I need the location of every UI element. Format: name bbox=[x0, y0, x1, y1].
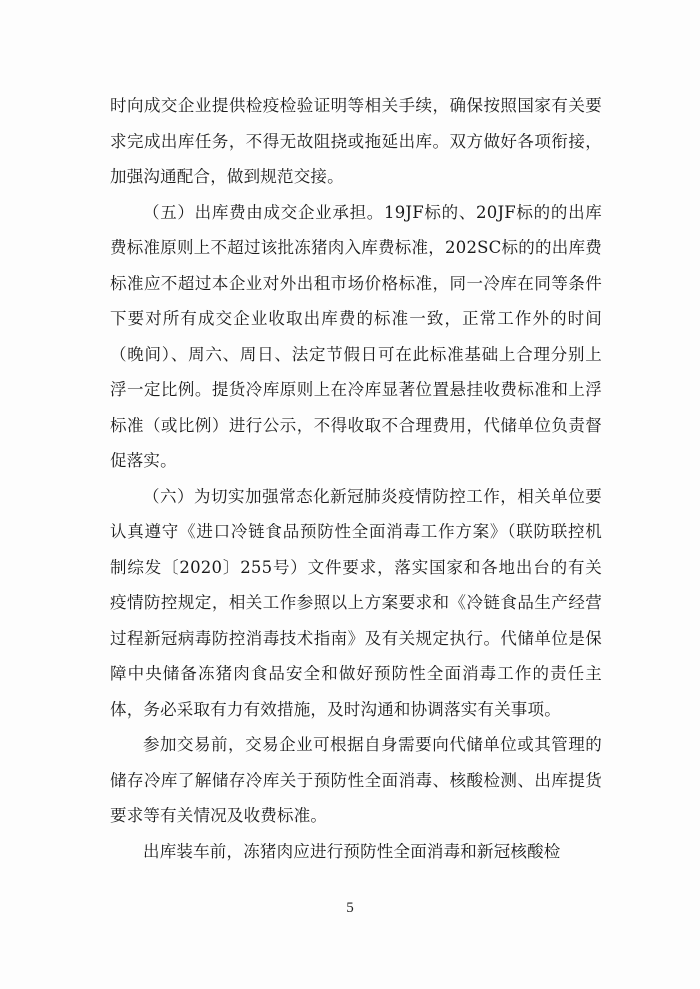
page-number: 5 bbox=[346, 900, 354, 916]
paragraph-item-6: （六）为切实加强常态化新冠肺炎疫情防控工作，相关单位要认真遵守《进口冷链食品预防性全面消毒工作方案》（联防联控机制综发〔2020〕255号）文件要求，落实国家和各地出台的有关疫情防控规定，相关工作参照以上方案要求和《冷链食品生产经营过程新冠病毒防控消毒技术指南》及有关规定执行。代储单位是保障中央储备冻猪肉食品安全和做好预防性全面消毒工作的责任主体，务必采取有力有效措施，及时沟通和协调落实有关事项。 bbox=[110, 486, 602, 719]
paragraph-before-trading: 参加交易前，交易企业可根据自身需要向代储单位或其管理的储存冷库了解储存冷库关于预防性全面消毒、核酸检测、出库提货要求等有关情况及收费标准。 bbox=[110, 735, 602, 825]
paragraph-continuation: 时向成交企业提供检疫检验证明等相关手续，确保按照国家有关要求完成出库任务，不得无故阻挠或拖延出库。双方做好各项衔接，加强沟通配合，做到规范交接。 bbox=[110, 96, 602, 186]
paragraph-item-5: （五）出库费由成交企业承担。19JF标的、20JF标的的出库费标准原则上不超过该批冻猪肉入库费标准，202SC标的的出库费标准应不超过本企业对外出租市场价格标准，同一冷库在同等条件下要对所有成交企业收取出库费的标准一致，正常工作外的时间（晚间）、周六、周日、法定节假日可在此标准基础上合理分别上浮一定比例。提货冷库原则上在冷库显著位置悬挂收费标准和上浮标准（或比例）进行公示，不得收取不合理费用，代储单位负责督促落实。 bbox=[110, 202, 602, 470]
paragraph-before-loading: 出库装车前，冻猪肉应进行预防性全面消毒和新冠核酸检 bbox=[143, 841, 561, 861]
document-body bbox=[110, 88, 602, 869]
